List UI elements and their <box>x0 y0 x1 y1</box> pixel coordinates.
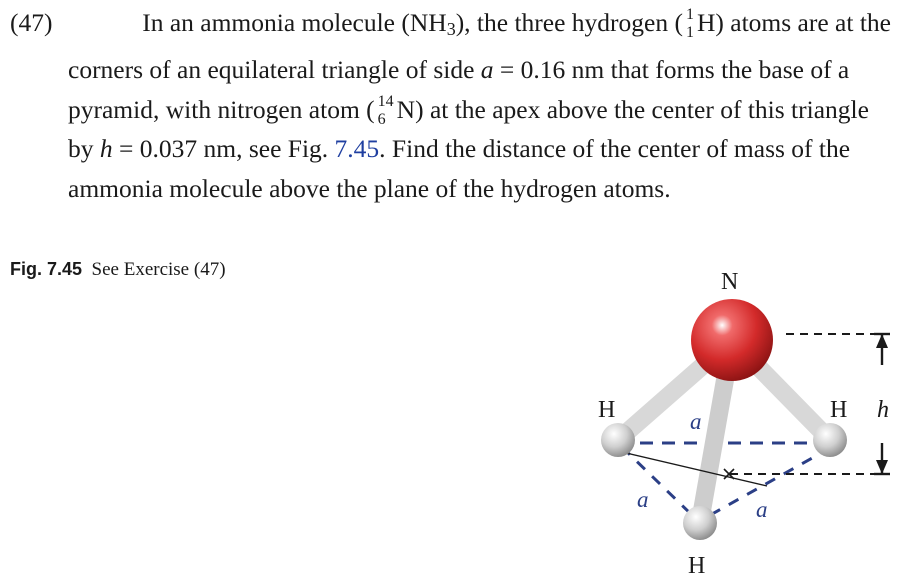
isotope-notation: 1 1 <box>685 6 694 41</box>
text: ), the three hydrogen ( <box>455 8 683 37</box>
variable-a: a <box>480 55 494 84</box>
label-hydrogen-right: H <box>830 397 848 423</box>
problem-line-4: by h = 0.037 nm, see Fig. 7.45. Find the distance of the center of mass of the <box>68 134 851 163</box>
height-arrow-bottom <box>874 443 890 474</box>
figure-caption <box>10 259 226 281</box>
figure-link[interactable]: 7.45 <box>334 134 380 163</box>
problem-line-3: pyramid, with nitrogen atom ( 14 6 N) at the apex above the center of this triangle <box>68 93 869 128</box>
caption-text: See Exercise (47) <box>91 259 226 280</box>
label-height: h <box>877 397 889 423</box>
isotope-notation: 14 6 <box>377 93 394 128</box>
label-side-right: a <box>756 497 768 522</box>
hydrogen-atom-right <box>813 423 847 457</box>
caption-label: Fig. 7.45 <box>10 259 83 279</box>
base-edge-right <box>705 448 830 518</box>
label-hydrogen-bottom: H <box>688 553 706 579</box>
problem-line-5: ammonia molecule above the plane of the hydrogen atoms. <box>68 174 671 203</box>
problem-line-2: corners of an equilateral triangle of side a = 0.16 nm that forms the base of a <box>68 55 850 84</box>
height-arrow-top <box>874 334 890 365</box>
label-hydrogen-left: H <box>598 397 616 423</box>
hydrogen-atom-left <box>601 423 635 457</box>
label-side-left: a <box>637 487 649 512</box>
text: H) atoms are at the <box>696 8 891 37</box>
ammonia-figure <box>560 250 922 579</box>
label-nitrogen: N <box>721 269 739 295</box>
problem-number: (47) <box>10 8 53 37</box>
subscript: 3 <box>446 19 456 39</box>
text: In an ammonia molecule (NH <box>142 8 447 37</box>
label-side-top: a <box>690 409 702 434</box>
hydrogen-atom-bottom <box>683 506 717 540</box>
variable-h: h <box>99 134 113 163</box>
nitrogen-atom <box>691 299 773 381</box>
base-edge-left <box>622 447 695 518</box>
problem-line-1 <box>10 8 891 44</box>
